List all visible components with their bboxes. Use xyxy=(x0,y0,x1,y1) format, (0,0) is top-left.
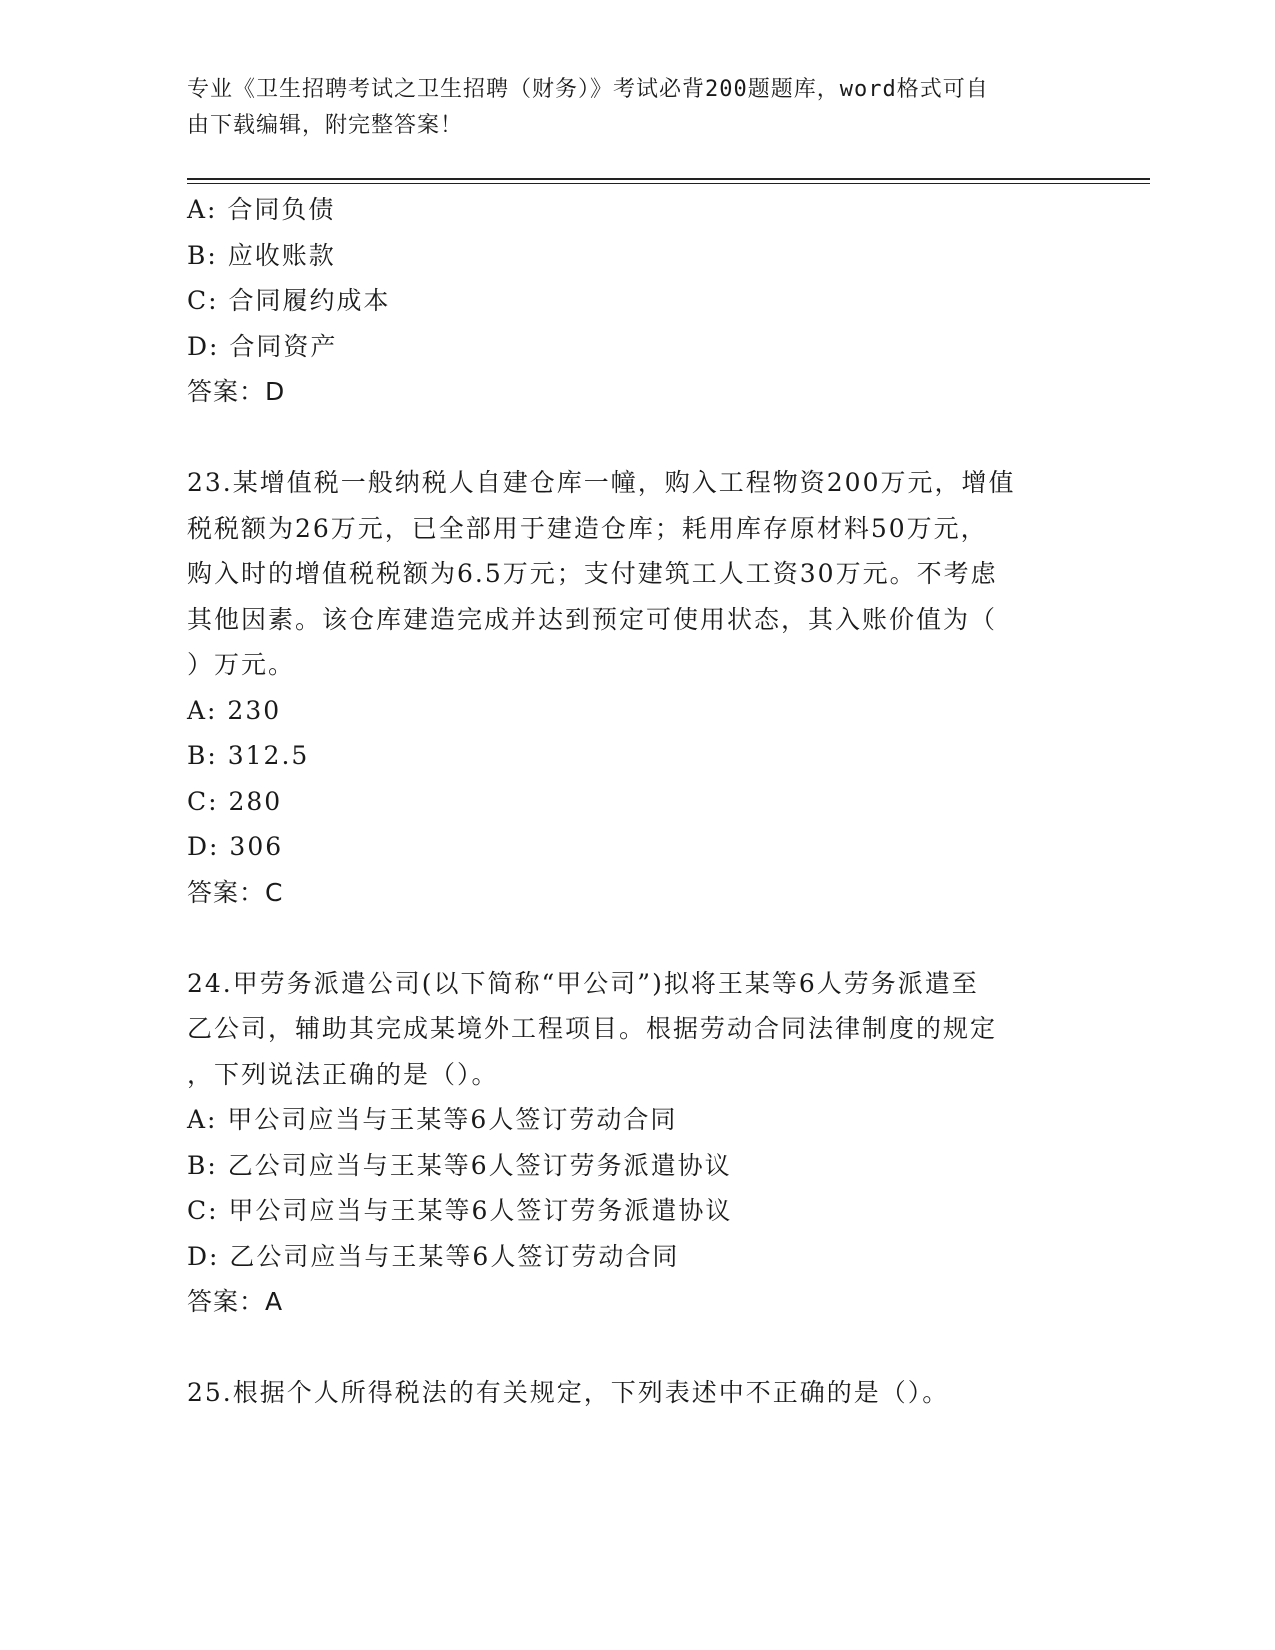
header-line-2: 由下载编辑，附完整答案！ xyxy=(187,113,464,138)
question-text-line: 其他因素。该仓库建造完成并达到预定可使用状态，其入账价值为（ xyxy=(187,604,998,634)
answer-line: 答案：C xyxy=(187,877,284,907)
question-text-line: 税税额为26万元，已全部用于建造仓库；耗用库存原材料50万元， xyxy=(187,513,988,543)
question-text-line: 25.根据个人所得税法的有关规定，下列表述中不正确的是（）。 xyxy=(187,1378,950,1407)
header-divider-thick xyxy=(187,178,1150,180)
option-b: B: 应收账款 xyxy=(187,240,336,270)
option-a: A: 甲公司应当与王某等6人签订劳动合同 xyxy=(187,1105,678,1134)
question-24 xyxy=(187,961,1087,1325)
option-d: D: 合同资产 xyxy=(187,331,338,361)
question-23 xyxy=(187,460,1087,915)
option-d: D: 306 xyxy=(187,832,284,861)
option-b: B: 312.5 xyxy=(187,741,310,770)
question-text-line: ）万元。 xyxy=(187,650,296,679)
spacer xyxy=(187,915,1087,961)
answer-line: 答案：A xyxy=(187,1287,284,1316)
option-d: D: 乙公司应当与王某等6人签订劳动合同 xyxy=(187,1241,680,1271)
question-text-line: ，下列说法正确的是（）。 xyxy=(187,1059,499,1089)
answer-line: 答案：D xyxy=(187,377,286,406)
question-text-line: 24.甲劳务派遣公司(以下简称“甲公司”)拟将王某等6人劳务派遣至 xyxy=(187,968,979,998)
question-text-line: 购入时的增值税税额为6.5万元；支付建筑工人工资30万元。不考虑 xyxy=(187,559,998,588)
question-text-line: 23.某增值税一般纳税人自建仓库一幢，购入工程物资200万元，增值 xyxy=(187,468,1016,497)
question-content xyxy=(187,187,1087,1416)
question-25 xyxy=(187,1370,1087,1416)
question-text-line: 乙公司，辅助其完成某境外工程项目。根据劳动合同法律制度的规定 xyxy=(187,1014,998,1043)
option-a: A: 230 xyxy=(187,695,282,725)
question-22 xyxy=(187,187,1087,415)
option-c: C: 合同履约成本 xyxy=(187,286,391,315)
option-b: B: 乙公司应当与王某等6人签订劳务派遣协议 xyxy=(187,1150,732,1180)
option-c: C: 甲公司应当与王某等6人签订劳务派遣协议 xyxy=(187,1196,733,1225)
spacer xyxy=(187,415,1087,461)
header-line-1: 专业《卫生招聘考试之卫生招聘（财务）》考试必背200题题库，word格式可自 xyxy=(187,77,989,102)
option-a: A: 合同负债 xyxy=(187,195,336,224)
document-header xyxy=(187,72,1067,144)
header-divider-thin xyxy=(187,183,1150,184)
spacer xyxy=(187,1325,1087,1371)
option-c: C: 280 xyxy=(187,786,283,816)
